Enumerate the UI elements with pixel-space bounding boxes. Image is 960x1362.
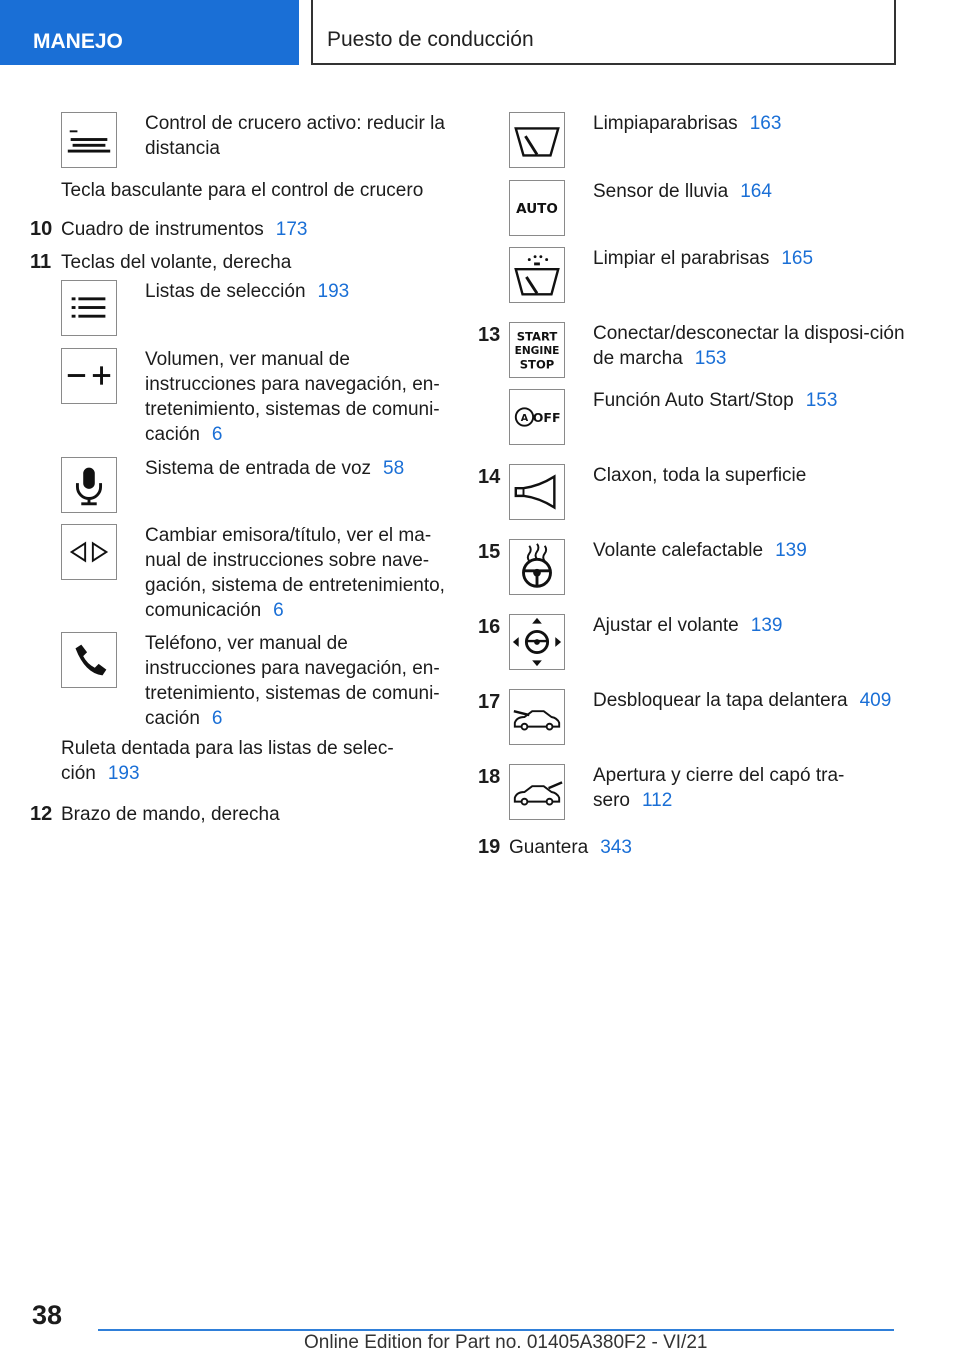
page-link[interactable]: 153 [805,390,838,411]
stop-label: STOP [519,357,555,372]
list-item [30,276,460,344]
page-link[interactable]: 343 [600,837,632,858]
page-link[interactable]: 153 [694,348,727,369]
item-text: Volante calefactable [593,540,764,561]
chapter-title: Puesto de conducción [311,0,896,65]
page-link[interactable]: 6 [273,600,284,621]
list-icon [61,280,117,336]
item-text: Ruleta dentada para las listas de selec-ción [61,738,394,784]
item-text: Ajustar el volante [593,615,739,636]
item-text: Tecla basculante para el control de crucero [61,180,424,201]
section-tab: MANEJO [0,0,299,65]
cruise-distance-icon [61,112,117,168]
item-text: Brazo de mando, derecha [61,804,280,825]
item-text: Guantera [509,837,589,858]
page-link[interactable]: 173 [275,219,308,240]
heated-steering-icon [509,539,565,595]
list-item [30,453,460,520]
microphone-icon [61,457,117,513]
item-number: 17 [478,691,501,713]
item-number: 12 [30,803,53,825]
minus-plus-icon [61,348,117,404]
page-link[interactable]: 165 [781,248,814,269]
list-item [478,243,908,318]
page-link[interactable]: 6 [211,708,223,729]
item-text: Cuadro de instrumentos [61,219,264,240]
left-column [30,108,460,827]
list-item [30,178,460,217]
page-link[interactable]: 409 [859,690,892,711]
list-item [30,217,460,250]
list-item [478,610,908,685]
item-number: 18 [478,766,501,788]
steering-adjust-icon [509,614,565,670]
engine-label: ENGINE [514,344,560,357]
list-item [478,835,908,860]
auto-icon [509,180,565,236]
off-label: OFF [532,409,561,425]
item-text: Teléfono, ver manual de instrucciones para navegación, en-tretenimiento, sistemas de comuni-cación [145,633,440,729]
list-item [478,318,908,385]
item-text: Apertura y cierre del capó tra-sero [593,765,845,811]
page-link[interactable]: 139 [750,615,783,636]
item-number: 15 [478,541,501,563]
svg-text:A: A [520,412,529,424]
item-number: 11 [30,251,52,273]
tailgate-icon [509,764,565,820]
item-text: Limpiar el parabrisas [593,248,770,269]
auto-icon-label: AUTO [516,200,558,217]
list-item [478,760,908,835]
page-link[interactable]: 139 [775,540,807,561]
page-number: 38 [32,1300,63,1330]
page-link[interactable]: 164 [740,181,772,202]
item-text: Limpiaparabrisas [593,113,738,134]
list-item [30,802,460,827]
item-number: 14 [478,466,501,488]
list-item [30,108,460,173]
footer-divider [98,1329,894,1331]
list-item [478,176,908,243]
list-item [30,520,460,628]
list-item [478,535,908,610]
page-link[interactable]: 163 [749,113,782,134]
list-item [478,460,908,535]
item-text: Desbloquear la tapa delantera [593,690,848,711]
item-text: Cambiar emisora/título, ver el ma-nual de instrucciones sobre nave-gación, sistema de entretenimiento, comunicación [145,525,445,621]
auto-start-stop-icon [509,389,565,445]
item-text: Teclas del volante, derecha [61,252,292,273]
phone-icon [61,632,117,688]
item-text: Sistema de entrada de voz [145,458,372,479]
item-text: Control de crucero activo: reducir la distancia [145,113,445,159]
item-number: 19 [478,836,501,858]
wiper-icon [509,112,565,168]
item-number: 13 [478,324,501,346]
item-text: Claxon, toda la superficie [593,465,807,486]
list-item [30,736,460,802]
list-item [478,685,908,760]
list-item [30,344,460,453]
item-text: Función Auto Start/Stop [593,390,794,411]
list-item [30,628,460,736]
page-link[interactable]: 6 [211,424,223,445]
list-item [478,108,908,176]
footer-edition: Online Edition for Part no. 01405A380F2 - VI/21 [304,1332,708,1353]
front-lid-icon [509,689,565,745]
page-link[interactable]: 112 [641,790,673,811]
start-label: START [516,329,558,344]
item-text: Sensor de lluvia [593,181,729,202]
list-item [478,385,908,460]
page-link[interactable]: 58 [383,458,405,479]
washer-icon [509,247,565,303]
page-link[interactable]: 193 [107,763,140,784]
right-column [478,108,908,860]
item-text: Volumen, ver manual de instrucciones para navegación, en-tretenimiento, sistemas de comuni-cación [145,349,440,445]
page-link[interactable]: 193 [317,281,350,302]
horn-icon [509,464,565,520]
start-engine-icon [509,322,565,378]
item-number: 16 [478,616,501,638]
item-number: 10 [30,218,53,240]
item-text: Conectar/desconectar la disposi-ción de marcha [593,323,905,369]
arrows-left-right-icon [61,524,117,580]
item-text: Listas de selección [145,281,306,302]
